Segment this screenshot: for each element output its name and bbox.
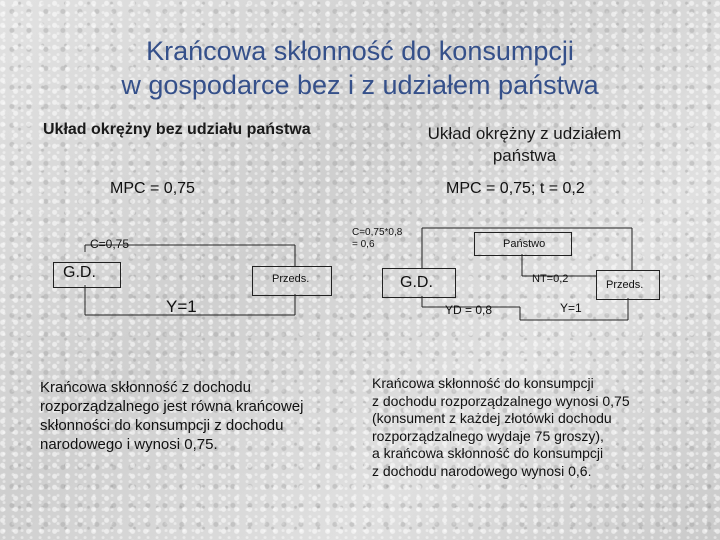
right-description	[372, 375, 702, 480]
right-panstwo-label: Państwo	[503, 238, 546, 250]
right-przeds-box	[596, 270, 660, 300]
left-description: Krańcowa skłonność z dochodu rozporządzalnego jest równa krańcowej skłonności do konsumpcji z dochodu narodowego i wynosi 0,75.	[40, 379, 304, 453]
left-gd-box	[53, 262, 121, 288]
left-y-label: Y=1	[166, 297, 197, 316]
right-description-line: (konsument z każdej złotówki dochodu	[372, 410, 612, 426]
right-gd-box	[382, 268, 456, 298]
right-przeds-label: Przeds.	[606, 279, 644, 291]
left-mpc: MPC = 0,75	[110, 180, 195, 197]
right-header-line1: Układ okrężny z udziałem	[427, 124, 622, 143]
right-description-line: rozporządzalnego wydaje 75 groszy),	[372, 427, 604, 444]
left-gd-label: G.D.	[63, 264, 96, 281]
left-przeds-label: Przeds.	[272, 273, 310, 285]
left-header: Układ okrężny bez udziału państwa	[43, 121, 311, 138]
left-c-label: C=0,75	[90, 237, 130, 251]
right-description-line: z dochodu narodowego wynosi 0,6.	[372, 462, 592, 479]
slide-title-line2: w gospodarce bez i z udziałem państwa	[121, 70, 599, 100]
right-panstwo-box	[474, 232, 572, 256]
right-description-line: z dochodu rozporządzalnego wynosi 0,75	[372, 392, 630, 409]
right-c-label-line1: C=0,75*0,8	[352, 227, 403, 238]
right-mpc: MPC = 0,75; t = 0,2	[446, 180, 585, 197]
left-przeds-box	[252, 266, 332, 296]
slide-title-line1: Krańcowa skłonność do konsumpcji	[146, 36, 574, 66]
right-gd-label: G.D.	[400, 274, 433, 291]
right-description-line: a krańcowa skłonność do konsumpcji	[372, 445, 604, 461]
right-description-line: Krańcowa skłonność do konsumpcji	[372, 375, 594, 391]
right-nt-label: NT=0,2	[532, 273, 569, 285]
right-yd-label: YD = 0,8	[445, 303, 493, 317]
right-y-label: Y=1	[560, 301, 582, 315]
right-header-line2: państwa	[492, 146, 557, 165]
right-c-label-line2: = 0,6	[352, 239, 375, 250]
